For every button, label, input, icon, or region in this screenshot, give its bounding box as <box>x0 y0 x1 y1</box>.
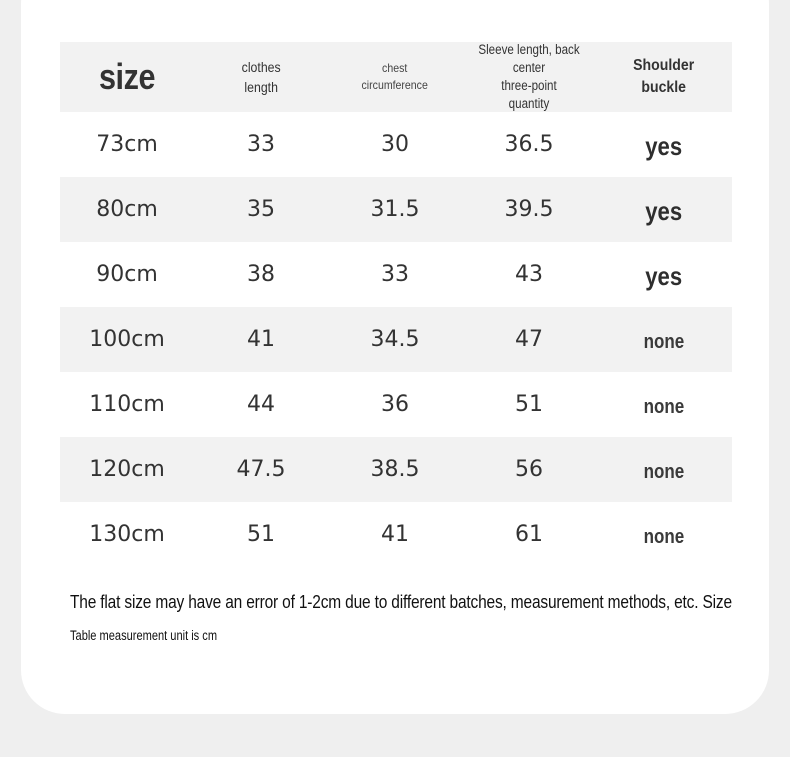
cell-chest: 31.5 <box>370 197 420 222</box>
table-header-row <box>60 42 732 112</box>
header-shoulder-buckle: Shoulder buckle <box>633 57 695 96</box>
cell-length: 35 <box>247 197 275 222</box>
cell-sleeve: 56 <box>515 457 543 482</box>
table-row <box>60 372 732 437</box>
cell-chest: 33 <box>381 262 409 287</box>
table-row <box>60 177 732 242</box>
cell-length: 47.5 <box>236 457 286 482</box>
cell-length: 51 <box>247 522 275 547</box>
table-row <box>60 307 732 372</box>
cell-size: 130cm <box>89 522 165 547</box>
cell-size: 100cm <box>89 327 165 352</box>
cell-chest: 36 <box>381 392 409 417</box>
cell-chest: 34.5 <box>370 327 420 352</box>
cell-chest: 30 <box>381 132 409 157</box>
cell-size: 80cm <box>96 197 158 222</box>
cell-buckle: yes <box>645 131 683 161</box>
cell-buckle: yes <box>645 261 683 291</box>
header-size: size <box>98 56 156 97</box>
cell-sleeve: 47 <box>515 327 543 352</box>
cell-length: 41 <box>247 327 275 352</box>
cell-sleeve: 51 <box>515 392 543 417</box>
table-row <box>60 242 732 307</box>
cell-size: 110cm <box>89 392 165 417</box>
cell-sleeve: 61 <box>515 522 543 547</box>
cell-length: 44 <box>247 392 275 417</box>
cell-sleeve: 36.5 <box>504 132 554 157</box>
cell-size: 90cm <box>96 262 158 287</box>
header-clothes-length: clothes length <box>241 59 281 95</box>
header-chest-circumference: chest circumference <box>361 61 429 92</box>
table-row <box>60 502 732 567</box>
header-sleeve-length: Sleeve length, back center three-point quantity <box>478 42 580 111</box>
cell-sleeve: 39.5 <box>504 197 554 222</box>
cell-sleeve: 43 <box>515 262 543 287</box>
table-row <box>60 112 732 177</box>
cell-chest: 41 <box>381 522 409 547</box>
cell-size: 73cm <box>96 132 158 157</box>
table-row <box>60 437 732 502</box>
cell-buckle: yes <box>645 196 683 226</box>
size-table <box>60 42 732 567</box>
cell-length: 38 <box>247 262 275 287</box>
measurement-unit-note: Table measurement unit is cm <box>70 628 218 643</box>
cell-buckle: none <box>643 396 685 418</box>
cell-length: 33 <box>247 132 275 157</box>
cell-buckle: none <box>643 526 685 548</box>
measurement-note: The flat size may have an error of 1-2cm due to different batches, measurement methods, etc. Size <box>70 592 732 612</box>
cell-chest: 38.5 <box>370 457 420 482</box>
cell-buckle: none <box>643 461 685 483</box>
cell-buckle: none <box>643 331 685 353</box>
cell-size: 120cm <box>89 457 165 482</box>
